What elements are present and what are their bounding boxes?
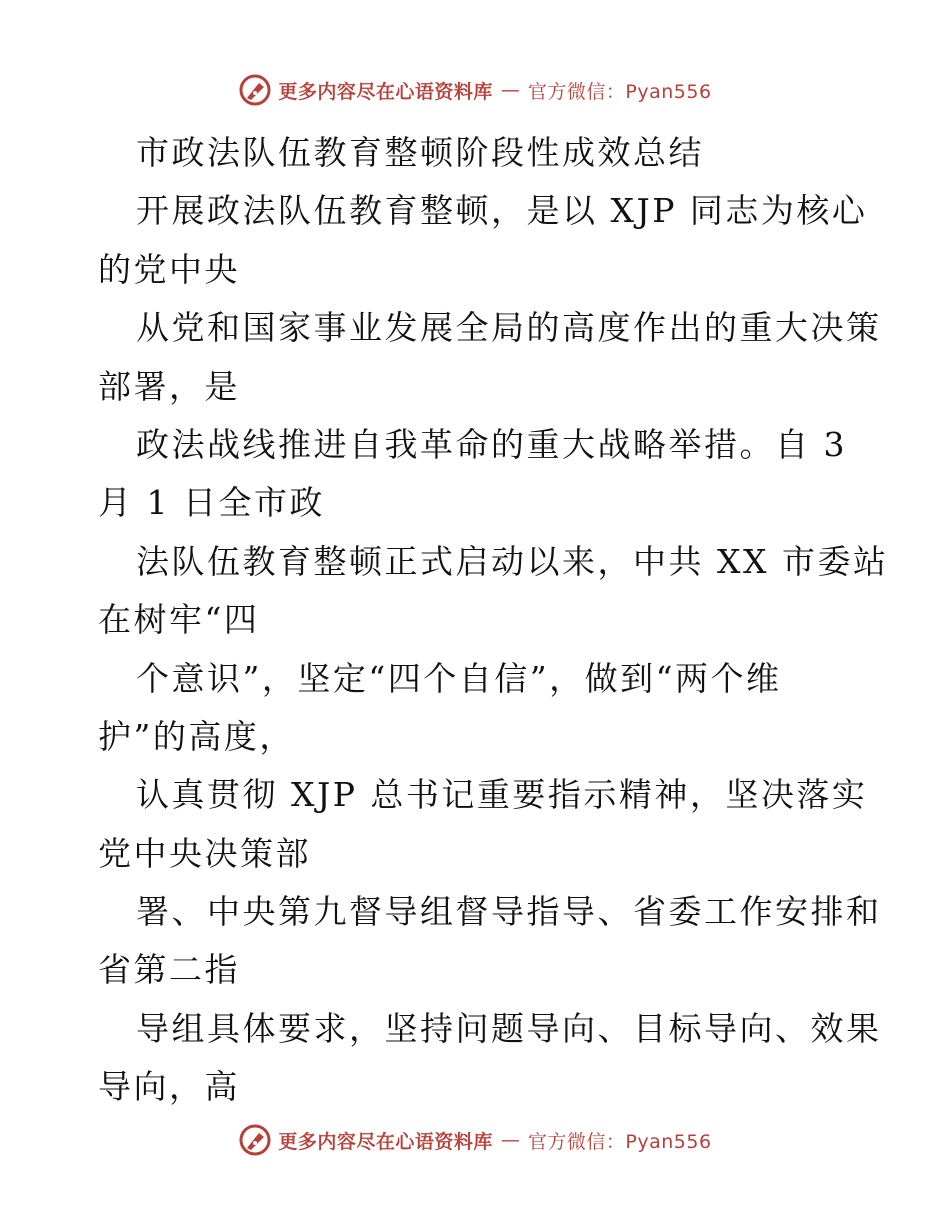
- watermark-contact: 官方微信：Pyan556: [527, 1130, 712, 1153]
- footer-watermark: [0, 1120, 950, 1160]
- text-line: 个意识”，坚定“四个自信”，做到“两个维: [136, 658, 782, 698]
- text-line: 从党和国家事业发展全局的高度作出的重大决策: [136, 308, 882, 348]
- text-line: 在树牢“四: [98, 600, 260, 640]
- text-line: 导组具体要求，坚持问题导向、目标导向、效果: [136, 1008, 882, 1048]
- text-line: 认真贯彻 XJP 总书记重要指示精神，坚决落实: [136, 775, 868, 815]
- document-body: [98, 124, 889, 1117]
- text-line: 省第二指: [98, 950, 240, 990]
- text-line: 部署，是: [98, 366, 240, 406]
- watermark-separator: —: [500, 79, 520, 101]
- text-line: 开展政法队伍教育整顿，是以 XJP 同志为核心: [136, 191, 868, 231]
- text-line: 护”的高度，: [98, 716, 295, 756]
- document-title: 市政法队伍教育整顿阶段性成效总结: [136, 133, 704, 172]
- text-line: 政法战线推进自我革命的重大战略举措。自 3: [136, 424, 847, 464]
- pen-nib-logo-icon: [238, 1123, 272, 1157]
- watermark-contact: 官方微信：Pyan556: [527, 80, 712, 103]
- text-line: 党中央决策部: [98, 833, 311, 873]
- text-line: 导向，高: [98, 1067, 240, 1107]
- watermark-text: 更多内容尽在心语资料库: [278, 80, 493, 103]
- text-line: 月 1 日全市政: [98, 483, 325, 523]
- watermark-separator: —: [500, 1129, 520, 1151]
- pen-nib-logo-icon: [238, 73, 272, 107]
- text-line: 署、中央第九督导组督导指导、省委工作安排和: [136, 892, 882, 932]
- text-line: 法队伍教育整顿正式启动以来，中共 XX 市委站: [136, 541, 889, 581]
- watermark-text: 更多内容尽在心语资料库: [278, 1130, 493, 1153]
- header-watermark: [0, 70, 950, 110]
- text-line: 的党中央: [98, 249, 240, 289]
